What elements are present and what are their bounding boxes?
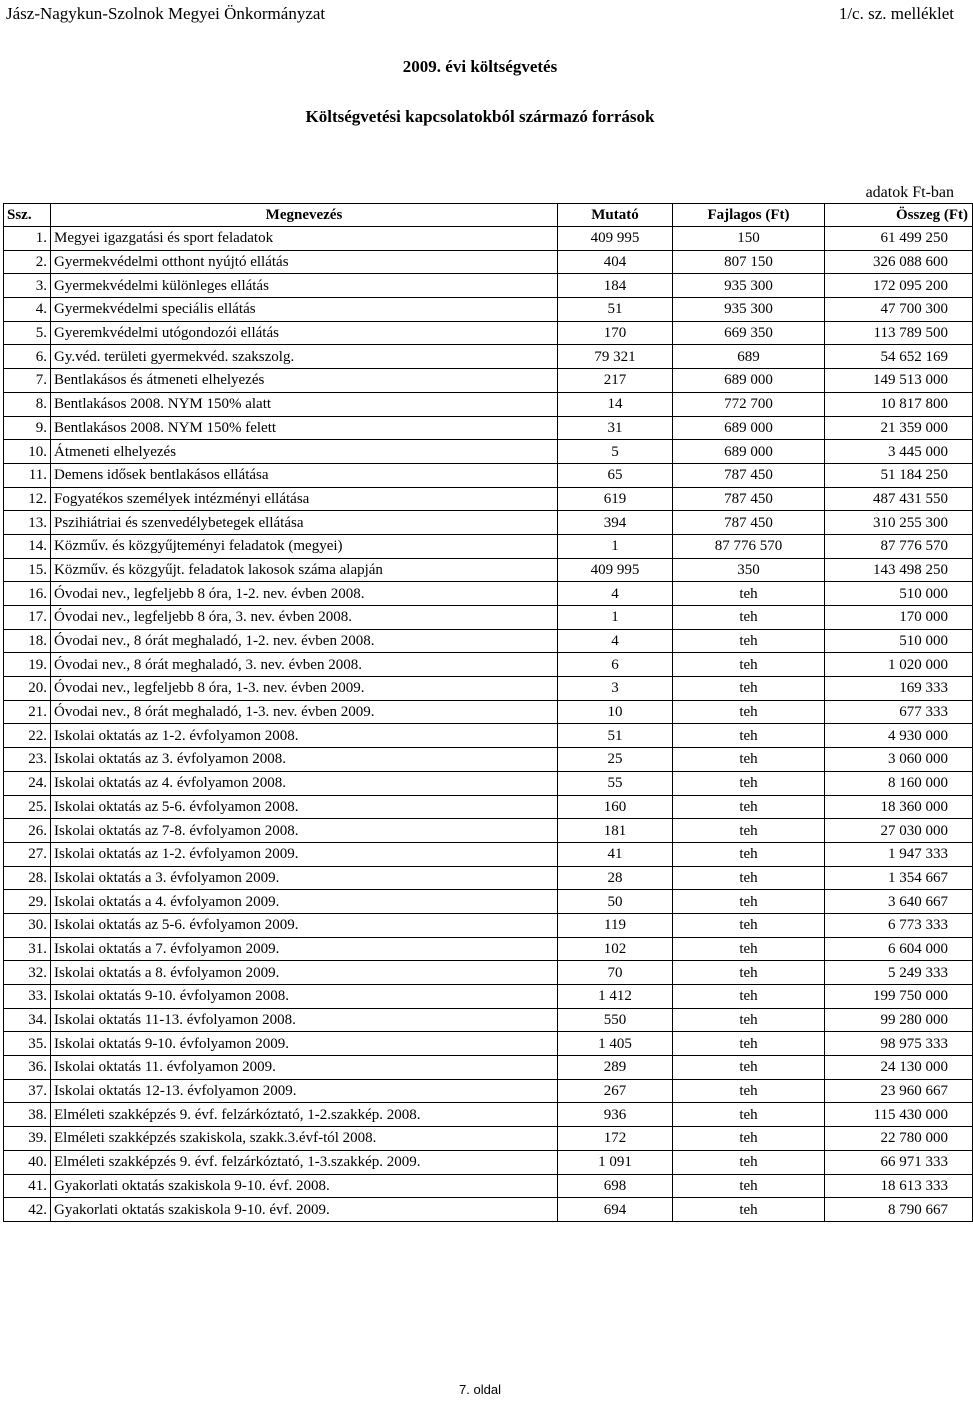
- row-name: Iskolai oktatás az 5-6. évfolyamon 2008.: [51, 795, 558, 819]
- row-number: 42.: [4, 1198, 51, 1222]
- row-amount: 1 354 667: [825, 866, 973, 890]
- row-name: Bentlakásos és átmeneti elhelyezés: [51, 369, 558, 393]
- table-row: [4, 298, 973, 322]
- table-row: [4, 416, 973, 440]
- row-indicator: 65: [558, 463, 673, 487]
- row-unit-cost: 787 450: [673, 487, 825, 511]
- row-amount: 8 790 667: [825, 1198, 973, 1222]
- row-indicator: 160: [558, 795, 673, 819]
- table-row: [4, 250, 973, 274]
- column-header-amount: Összeg (Ft): [825, 204, 973, 227]
- row-indicator: 172: [558, 1127, 673, 1151]
- row-name: Iskolai oktatás 11-13. évfolyamon 2008.: [51, 1008, 558, 1032]
- row-name: Gyermekvédelmi otthont nyújtó ellátás: [51, 250, 558, 274]
- row-name: Gyermekvédelmi speciális ellátás: [51, 298, 558, 322]
- row-name: Bentlakásos 2008. NYM 150% felett: [51, 416, 558, 440]
- row-name: Fogyatékos személyek intézményi ellátása: [51, 487, 558, 511]
- table-row: [4, 913, 973, 937]
- table-row: [4, 629, 973, 653]
- row-amount: 5 249 333: [825, 961, 973, 985]
- budget-table: [3, 203, 973, 1222]
- table-body: [4, 227, 973, 1222]
- table-row: [4, 582, 973, 606]
- row-unit-cost: teh: [673, 961, 825, 985]
- row-amount: 3 445 000: [825, 440, 973, 464]
- row-name: Megyei igazgatási és sport feladatok: [51, 227, 558, 251]
- row-amount: 22 780 000: [825, 1127, 973, 1151]
- table-row: [4, 724, 973, 748]
- table-row: [4, 1032, 973, 1056]
- row-number: 37.: [4, 1079, 51, 1103]
- row-unit-cost: teh: [673, 771, 825, 795]
- row-name: Iskolai oktatás 9-10. évfolyamon 2008.: [51, 985, 558, 1009]
- page-subtitle: Költségvetési kapcsolatokból származó források: [305, 107, 655, 126]
- row-amount: 487 431 550: [825, 487, 973, 511]
- table-row: [4, 890, 973, 914]
- table-row: [4, 819, 973, 843]
- row-name: Óvodai nev., legfeljebb 8 óra, 1-2. nev. évben 2008.: [51, 582, 558, 606]
- row-indicator: 31: [558, 416, 673, 440]
- table-row: [4, 1079, 973, 1103]
- table-row: [4, 795, 973, 819]
- row-indicator: 170: [558, 321, 673, 345]
- row-number: 36.: [4, 1056, 51, 1080]
- row-number: 14.: [4, 534, 51, 558]
- row-indicator: 698: [558, 1174, 673, 1198]
- table-row: [4, 771, 973, 795]
- row-name: Demens idősek bentlakásos ellátása: [51, 463, 558, 487]
- row-name: Pszihiátriai és szenvedélybetegek ellátása: [51, 511, 558, 535]
- table-row: [4, 700, 973, 724]
- row-name: Elméleti szakképzés 9. évf. felzárkóztató, 1-3.szakkép. 2009.: [51, 1150, 558, 1174]
- row-number: 31.: [4, 937, 51, 961]
- table-row: [4, 748, 973, 772]
- row-name: Közműv. és közgyűjt. feladatok lakosok száma alapján: [51, 558, 558, 582]
- row-number: 41.: [4, 1174, 51, 1198]
- row-name: Elméleti szakképzés 9. évf. felzárkóztató, 1-2.szakkép. 2008.: [51, 1103, 558, 1127]
- table-row: [4, 1103, 973, 1127]
- row-name: Óvodai nev., legfeljebb 8 óra, 3. nev. évben 2008.: [51, 606, 558, 630]
- row-amount: 510 000: [825, 629, 973, 653]
- table-row: [4, 1174, 973, 1198]
- row-indicator: 936: [558, 1103, 673, 1127]
- row-unit-cost: teh: [673, 985, 825, 1009]
- row-indicator: 79 321: [558, 345, 673, 369]
- table-row: [4, 392, 973, 416]
- row-number: 23.: [4, 748, 51, 772]
- row-amount: 10 817 800: [825, 392, 973, 416]
- row-name: Közműv. és közgyűjteményi feladatok (megyei): [51, 534, 558, 558]
- row-name: Gyakorlati oktatás szakiskola 9-10. évf. 2009.: [51, 1198, 558, 1222]
- row-indicator: 267: [558, 1079, 673, 1103]
- row-number: 27.: [4, 842, 51, 866]
- row-unit-cost: teh: [673, 866, 825, 890]
- row-number: 25.: [4, 795, 51, 819]
- row-number: 19.: [4, 653, 51, 677]
- row-number: 32.: [4, 961, 51, 985]
- table-row: [4, 558, 973, 582]
- row-amount: 18 613 333: [825, 1174, 973, 1198]
- row-unit-cost: teh: [673, 890, 825, 914]
- row-number: 20.: [4, 677, 51, 701]
- row-amount: 3 060 000: [825, 748, 973, 772]
- row-indicator: 550: [558, 1008, 673, 1032]
- row-number: 9.: [4, 416, 51, 440]
- row-number: 29.: [4, 890, 51, 914]
- row-amount: 6 773 333: [825, 913, 973, 937]
- row-number: 40.: [4, 1150, 51, 1174]
- table-row: [4, 227, 973, 251]
- row-unit-cost: teh: [673, 1032, 825, 1056]
- row-amount: 326 088 600: [825, 250, 973, 274]
- row-unit-cost: teh: [673, 1150, 825, 1174]
- row-unit-cost: teh: [673, 819, 825, 843]
- table-row: [4, 1008, 973, 1032]
- row-unit-cost: teh: [673, 1056, 825, 1080]
- row-name: Iskolai oktatás a 3. évfolyamon 2009.: [51, 866, 558, 890]
- row-name: Iskolai oktatás a 8. évfolyamon 2009.: [51, 961, 558, 985]
- row-unit-cost: 689 000: [673, 416, 825, 440]
- row-number: 16.: [4, 582, 51, 606]
- row-name: Iskolai oktatás az 5-6. évfolyamon 2009.: [51, 913, 558, 937]
- row-number: 21.: [4, 700, 51, 724]
- row-name: Iskolai oktatás a 7. évfolyamon 2009.: [51, 937, 558, 961]
- row-unit-cost: teh: [673, 1079, 825, 1103]
- row-amount: 113 789 500: [825, 321, 973, 345]
- row-amount: 1 020 000: [825, 653, 973, 677]
- table-row: [4, 961, 973, 985]
- table-row: [4, 463, 973, 487]
- row-unit-cost: teh: [673, 937, 825, 961]
- organization-name: Jász-Nagykun-Szolnok Megyei Önkormányzat: [6, 4, 326, 23]
- row-unit-cost: teh: [673, 842, 825, 866]
- row-name: Iskolai oktatás 12-13. évfolyamon 2009.: [51, 1079, 558, 1103]
- row-unit-cost: teh: [673, 1127, 825, 1151]
- row-indicator: 70: [558, 961, 673, 985]
- row-indicator: 184: [558, 274, 673, 298]
- row-indicator: 55: [558, 771, 673, 795]
- row-unit-cost: 150: [673, 227, 825, 251]
- row-number: 17.: [4, 606, 51, 630]
- row-number: 6.: [4, 345, 51, 369]
- row-indicator: 28: [558, 866, 673, 890]
- table-row: [4, 487, 973, 511]
- row-number: 26.: [4, 819, 51, 843]
- row-unit-cost: teh: [673, 724, 825, 748]
- row-unit-cost: 787 450: [673, 463, 825, 487]
- row-unit-cost: teh: [673, 700, 825, 724]
- row-indicator: 409 995: [558, 227, 673, 251]
- table-row: [4, 274, 973, 298]
- row-number: 1.: [4, 227, 51, 251]
- row-unit-cost: 689 000: [673, 440, 825, 464]
- row-number: 34.: [4, 1008, 51, 1032]
- row-number: 33.: [4, 985, 51, 1009]
- row-number: 11.: [4, 463, 51, 487]
- row-number: 12.: [4, 487, 51, 511]
- row-number: 7.: [4, 369, 51, 393]
- row-indicator: 1 412: [558, 985, 673, 1009]
- row-number: 3.: [4, 274, 51, 298]
- row-unit-cost: teh: [673, 677, 825, 701]
- row-indicator: 404: [558, 250, 673, 274]
- column-header-name: Megnevezés: [51, 204, 558, 227]
- row-number: 13.: [4, 511, 51, 535]
- row-number: 38.: [4, 1103, 51, 1127]
- row-unit-cost: teh: [673, 1008, 825, 1032]
- table-row: [4, 1150, 973, 1174]
- row-name: Gyermekvédelmi különleges ellátás: [51, 274, 558, 298]
- row-number: 15.: [4, 558, 51, 582]
- row-unit-cost: 689: [673, 345, 825, 369]
- row-name: Iskolai oktatás az 1-2. évfolyamon 2009.: [51, 842, 558, 866]
- row-number: 8.: [4, 392, 51, 416]
- table-row: [4, 1127, 973, 1151]
- row-number: 5.: [4, 321, 51, 345]
- row-number: 4.: [4, 298, 51, 322]
- row-amount: 115 430 000: [825, 1103, 973, 1127]
- row-number: 10.: [4, 440, 51, 464]
- table-header-row: [4, 204, 973, 227]
- row-indicator: 51: [558, 724, 673, 748]
- table-row: [4, 842, 973, 866]
- row-unit-cost: 689 000: [673, 369, 825, 393]
- row-indicator: 5: [558, 440, 673, 464]
- unit-note: adatok Ft-ban: [865, 184, 954, 201]
- row-name: Gyakorlati oktatás szakiskola 9-10. évf. 2008.: [51, 1174, 558, 1198]
- row-indicator: 51: [558, 298, 673, 322]
- row-amount: 170 000: [825, 606, 973, 630]
- page-number: 7. oldal: [459, 1382, 501, 1397]
- row-amount: 1 947 333: [825, 842, 973, 866]
- row-unit-cost: 772 700: [673, 392, 825, 416]
- row-name: Elméleti szakképzés szakiskola, szakk.3.évf-tól 2008.: [51, 1127, 558, 1151]
- row-number: 30.: [4, 913, 51, 937]
- table-row: [4, 1198, 973, 1222]
- row-unit-cost: teh: [673, 653, 825, 677]
- row-amount: 99 280 000: [825, 1008, 973, 1032]
- row-amount: 310 255 300: [825, 511, 973, 535]
- row-number: 24.: [4, 771, 51, 795]
- row-name: Átmeneti elhelyezés: [51, 440, 558, 464]
- table-row: [4, 677, 973, 701]
- row-amount: 24 130 000: [825, 1056, 973, 1080]
- row-unit-cost: 935 300: [673, 274, 825, 298]
- row-unit-cost: teh: [673, 795, 825, 819]
- row-amount: 66 971 333: [825, 1150, 973, 1174]
- table-row: [4, 866, 973, 890]
- row-indicator: 10: [558, 700, 673, 724]
- row-amount: 21 359 000: [825, 416, 973, 440]
- row-unit-cost: 669 350: [673, 321, 825, 345]
- row-amount: 143 498 250: [825, 558, 973, 582]
- row-name: Óvodai nev., 8 órát meghaladó, 3. nev. évben 2008.: [51, 653, 558, 677]
- row-amount: 6 604 000: [825, 937, 973, 961]
- row-unit-cost: teh: [673, 582, 825, 606]
- column-header-indicator: Mutató: [558, 204, 673, 227]
- row-unit-cost: 350: [673, 558, 825, 582]
- row-indicator: 1: [558, 534, 673, 558]
- row-unit-cost: teh: [673, 629, 825, 653]
- row-indicator: 694: [558, 1198, 673, 1222]
- row-amount: 51 184 250: [825, 463, 973, 487]
- row-indicator: 394: [558, 511, 673, 535]
- row-indicator: 289: [558, 1056, 673, 1080]
- table-row: [4, 985, 973, 1009]
- row-name: Iskolai oktatás az 4. évfolyamon 2008.: [51, 771, 558, 795]
- row-unit-cost: teh: [673, 1103, 825, 1127]
- table-row: [4, 440, 973, 464]
- row-amount: 27 030 000: [825, 819, 973, 843]
- row-amount: 54 652 169: [825, 345, 973, 369]
- row-indicator: 1: [558, 606, 673, 630]
- row-number: 28.: [4, 866, 51, 890]
- row-amount: 3 640 667: [825, 890, 973, 914]
- row-name: Iskolai oktatás az 3. évfolyamon 2008.: [51, 748, 558, 772]
- row-unit-cost: teh: [673, 913, 825, 937]
- row-indicator: 50: [558, 890, 673, 914]
- column-header-unit-cost: Fajlagos (Ft): [673, 204, 825, 227]
- table-row: [4, 511, 973, 535]
- column-header-number: Ssz.: [4, 204, 51, 227]
- row-name: Gy.véd. területi gyermekvéd. szakszolg.: [51, 345, 558, 369]
- row-number: 39.: [4, 1127, 51, 1151]
- row-indicator: 6: [558, 653, 673, 677]
- row-amount: 18 360 000: [825, 795, 973, 819]
- row-unit-cost: 935 300: [673, 298, 825, 322]
- table-row: [4, 345, 973, 369]
- row-amount: 199 750 000: [825, 985, 973, 1009]
- table-row: [4, 653, 973, 677]
- table-row: [4, 369, 973, 393]
- row-unit-cost: teh: [673, 606, 825, 630]
- row-indicator: 1 405: [558, 1032, 673, 1056]
- row-amount: 23 960 667: [825, 1079, 973, 1103]
- table-row: [4, 534, 973, 558]
- table-row: [4, 1056, 973, 1080]
- row-indicator: 25: [558, 748, 673, 772]
- row-amount: 61 499 250: [825, 227, 973, 251]
- row-indicator: 619: [558, 487, 673, 511]
- row-amount: 677 333: [825, 700, 973, 724]
- row-number: 18.: [4, 629, 51, 653]
- row-amount: 169 333: [825, 677, 973, 701]
- page-title: 2009. évi költségvetés: [402, 57, 558, 76]
- row-indicator: 217: [558, 369, 673, 393]
- row-unit-cost: teh: [673, 748, 825, 772]
- table-row: [4, 606, 973, 630]
- row-number: 22.: [4, 724, 51, 748]
- row-indicator: 4: [558, 582, 673, 606]
- row-name: Óvodai nev., 8 órát meghaladó, 1-2. nev. évben 2008.: [51, 629, 558, 653]
- attachment-label: 1/c. sz. melléklet: [838, 4, 954, 23]
- row-indicator: 41: [558, 842, 673, 866]
- row-name: Iskolai oktatás 11. évfolyamon 2009.: [51, 1056, 558, 1080]
- row-name: Iskolai oktatás az 7-8. évfolyamon 2008.: [51, 819, 558, 843]
- row-indicator: 14: [558, 392, 673, 416]
- row-amount: 172 095 200: [825, 274, 973, 298]
- row-amount: 510 000: [825, 582, 973, 606]
- row-unit-cost: teh: [673, 1174, 825, 1198]
- row-indicator: 409 995: [558, 558, 673, 582]
- row-amount: 8 160 000: [825, 771, 973, 795]
- row-indicator: 181: [558, 819, 673, 843]
- row-unit-cost: 807 150: [673, 250, 825, 274]
- row-unit-cost: 787 450: [673, 511, 825, 535]
- row-amount: 4 930 000: [825, 724, 973, 748]
- row-indicator: 4: [558, 629, 673, 653]
- row-number: 35.: [4, 1032, 51, 1056]
- row-indicator: 1 091: [558, 1150, 673, 1174]
- row-amount: 149 513 000: [825, 369, 973, 393]
- row-name: Bentlakásos 2008. NYM 150% alatt: [51, 392, 558, 416]
- row-name: Gyeremkvédelmi utógondozói ellátás: [51, 321, 558, 345]
- row-amount: 47 700 300: [825, 298, 973, 322]
- row-number: 2.: [4, 250, 51, 274]
- row-indicator: 119: [558, 913, 673, 937]
- table-row: [4, 937, 973, 961]
- row-name: Óvodai nev., legfeljebb 8 óra, 1-3. nev. évben 2009.: [51, 677, 558, 701]
- row-amount: 87 776 570: [825, 534, 973, 558]
- row-amount: 98 975 333: [825, 1032, 973, 1056]
- row-name: Iskolai oktatás az 1-2. évfolyamon 2008.: [51, 724, 558, 748]
- row-indicator: 3: [558, 677, 673, 701]
- row-indicator: 102: [558, 937, 673, 961]
- row-name: Iskolai oktatás 9-10. évfolyamon 2009.: [51, 1032, 558, 1056]
- table-row: [4, 321, 973, 345]
- row-unit-cost: 87 776 570: [673, 534, 825, 558]
- row-name: Iskolai oktatás a 4. évfolyamon 2009.: [51, 890, 558, 914]
- row-name: Óvodai nev., 8 órát meghaladó, 1-3. nev. évben 2009.: [51, 700, 558, 724]
- row-unit-cost: teh: [673, 1198, 825, 1222]
